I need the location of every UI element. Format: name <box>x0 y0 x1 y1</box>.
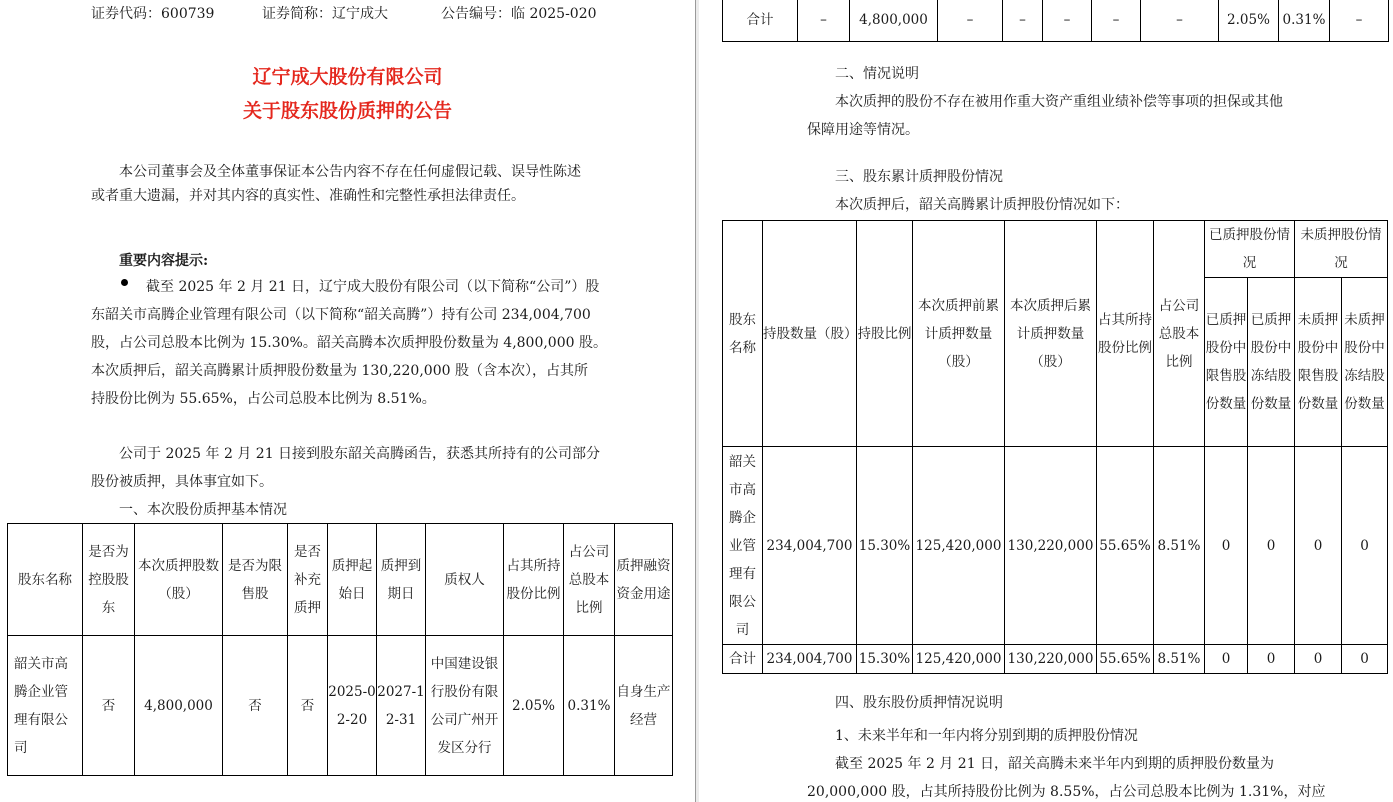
table-cell: 8.51% <box>1154 447 1205 645</box>
stock-code: 证券代码：600739 <box>91 6 215 22</box>
header-cell: 未质押股份中冻结股份数量 <box>1342 278 1388 447</box>
header-cell: 持股数量（股） <box>763 221 857 447</box>
table-cell: 15.30% <box>857 645 913 674</box>
table-row <box>723 447 1388 645</box>
table-cell: – <box>798 0 850 42</box>
table-header-row <box>723 221 1388 278</box>
table-cell: – <box>1043 0 1092 42</box>
stock-short-name: 证券简称：辽宁成大 <box>262 6 388 22</box>
bullet-line-4: 本次质押后，韶关高腾累计质押股份数量为 130,220,000 股（含本次），占其所 <box>91 363 588 379</box>
table-cell: 125,420,000 <box>913 447 1005 645</box>
table-cell: – <box>1003 0 1043 42</box>
header-cell: 股东名称 <box>8 524 83 636</box>
table-cell: 韶关市高腾企业管理有限公司 <box>723 447 763 645</box>
header-cell: 质权人 <box>426 524 504 636</box>
table-cell: 合计 <box>723 645 763 674</box>
table-cell: 韶关市高腾企业管理有限公司 <box>8 636 83 776</box>
left-page <box>0 0 695 802</box>
table-cell: 0 <box>1295 645 1342 674</box>
header-cell: 质押起始日 <box>328 524 377 636</box>
table-cell: – <box>1092 0 1141 42</box>
header-cell: 占其所持股份比例 <box>504 524 564 636</box>
table-cell: 0 <box>1342 645 1388 674</box>
table-cell: 8.51% <box>1154 645 1205 674</box>
intro-line-2: 或者重大遗漏，并对其内容的真实性、准确性和完整性承担法律责任。 <box>91 188 525 204</box>
header-cell: 质押到期日 <box>377 524 426 636</box>
section2-line-1: 本次质押的股份不存在被用作重大资产重组业绩补偿等事项的担保或其他 <box>835 94 1283 110</box>
section3-intro: 本次质押后，韶关高腾累计质押股份情况如下： <box>835 197 1129 213</box>
header-cell: 占其所持股份比例 <box>1097 221 1154 447</box>
bullet-line-5: 持股份比例为 55.65%，占公司总股本比例为 8.51%。 <box>91 391 436 407</box>
table-header-row <box>8 524 673 636</box>
table-cell: 0 <box>1205 645 1248 674</box>
table-row <box>723 645 1388 674</box>
table-cell: 4,800,000 <box>135 636 223 776</box>
pledge-basic-table <box>7 523 673 776</box>
para2-line-2: 股份被质押，具体事宜如下。 <box>91 474 273 490</box>
table-cell: 234,004,700 <box>763 645 857 674</box>
section4-line-2: 20,000,000 股，占其所持股份比例为 8.55%，占公司总股本比例为 1.31%，对应 <box>807 784 1326 800</box>
table-cell: 2025-02-20 <box>328 636 377 776</box>
pledge-basic-table-total <box>722 0 1389 42</box>
table-cell: 0 <box>1342 447 1388 645</box>
key-points-heading: 重要内容提示: <box>119 253 209 269</box>
cumulative-pledge-table <box>722 220 1388 674</box>
table-cell: 125,420,000 <box>913 645 1005 674</box>
table-cell: 234,004,700 <box>763 447 857 645</box>
intro-line-1: 本公司董事会及全体董事保证本公告内容不存在任何虚假记载、误导性陈述 <box>119 164 581 180</box>
document-title-line2: 关于股东股份质押的公告 <box>242 100 452 122</box>
header-cell: 占公司总股本比例 <box>564 524 615 636</box>
table-cell: 中国建设银行股份有限公司广州开发区分行 <box>426 636 504 776</box>
table-cell: 130,220,000 <box>1005 645 1097 674</box>
table-cell: – <box>1141 0 1219 42</box>
bullet-icon <box>121 279 128 286</box>
table-cell: 0 <box>1248 447 1295 645</box>
section4-heading: 四、股东股份质押情况说明 <box>835 695 1003 711</box>
table-row <box>723 0 1389 42</box>
header-cell: 质押融资资金用途 <box>615 524 673 636</box>
header-cell: 股东名称 <box>723 221 763 447</box>
table-cell: 2.05% <box>504 636 564 776</box>
table-cell: 自身生产经营 <box>615 636 673 776</box>
table-cell: 15.30% <box>857 447 913 645</box>
table-cell: 否 <box>288 636 328 776</box>
document-title-line1: 辽宁成大股份有限公司 <box>252 66 443 88</box>
header-cell: 本次质押后累计质押数量（股） <box>1005 221 1097 447</box>
table-cell: 55.65% <box>1097 447 1154 645</box>
section2-heading: 二、情况说明 <box>835 66 919 82</box>
header-cell: 本次质押前累计质押数量（股） <box>913 221 1005 447</box>
para2-line-1: 公司于 2025 年 2 月 21 日接到股东韶关高腾函告，获悉其所持有的公司部分 <box>119 446 601 462</box>
header-cell: 是否为限售股 <box>223 524 288 636</box>
table-cell: 合计 <box>723 0 798 42</box>
table-cell: 0 <box>1205 447 1248 645</box>
table-cell: 2.05% <box>1219 0 1279 42</box>
header-cell: 已质押股份情况 <box>1205 221 1295 278</box>
table-cell: 4,800,000 <box>850 0 938 42</box>
table-cell: 0 <box>1295 447 1342 645</box>
header-cell: 占公司总股本比例 <box>1154 221 1205 447</box>
table-cell: – <box>1330 0 1389 42</box>
header-cell: 已质押股份中限售股份数量 <box>1205 278 1248 447</box>
table-cell: 55.65% <box>1097 645 1154 674</box>
header-cell: 本次质押股数（股） <box>135 524 223 636</box>
header-cell: 未质押股份中限售股份数量 <box>1295 278 1342 447</box>
table-cell: 否 <box>83 636 135 776</box>
section3-heading: 三、股东累计质押股份情况 <box>835 169 1003 185</box>
table-row <box>8 636 673 776</box>
bullet-line-3: 股，占公司总股本比例为 15.30%。韶关高腾本次质押股份数量为 4,800,000 股。 <box>91 335 607 351</box>
header-cell: 是否补充质押 <box>288 524 328 636</box>
bullet-line-2: 东韶关市高腾企业管理有限公司（以下简称“韶关高腾”）持有公司 234,004,700 <box>91 307 591 323</box>
table-cell: 0.31% <box>564 636 615 776</box>
table-cell: 2027-12-31 <box>377 636 426 776</box>
header-cell: 是否为控股股东 <box>83 524 135 636</box>
section4-line-1: 截至 2025 年 2 月 21 日，韶关高腾未来半年内到期的质押股份数量为 <box>835 756 1275 772</box>
right-page <box>699 0 1393 802</box>
table-cell: 130,220,000 <box>1005 447 1097 645</box>
header-cell: 持股比例 <box>857 221 913 447</box>
table-cell: 否 <box>223 636 288 776</box>
bullet-line-1: 截至 2025 年 2 月 21 日，辽宁成大股份有限公司（以下简称“公司”）股 <box>146 279 600 295</box>
section2-line-2: 保障用途等情况。 <box>807 122 919 138</box>
table-cell: 0.31% <box>1279 0 1330 42</box>
table-cell: 0 <box>1248 645 1295 674</box>
notice-number: 公告编号：临 2025-020 <box>441 6 597 22</box>
header-cell: 未质押股份情况 <box>1295 221 1388 278</box>
table-cell: – <box>938 0 1003 42</box>
header-cell: 已质押股份中冻结股份数量 <box>1248 278 1295 447</box>
section4-subheading: 1、未来半年和一年内将分别到期的质押股份情况 <box>835 728 1138 744</box>
section1-heading: 一、本次股份质押基本情况 <box>119 502 287 518</box>
